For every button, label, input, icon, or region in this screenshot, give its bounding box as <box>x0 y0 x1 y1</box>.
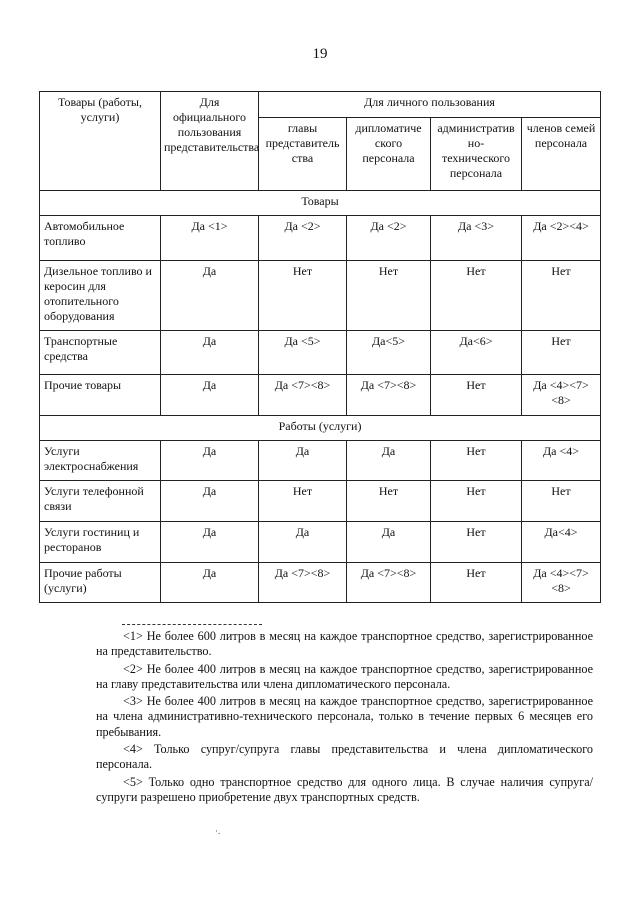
section-title: Товары <box>40 191 601 216</box>
page-number: 19 <box>312 46 328 62</box>
row-label: Дизельное топливо и керосин для отопительного оборудования <box>40 261 161 331</box>
cell: Да <4><7><8> <box>522 563 601 603</box>
cell: Нет <box>431 522 522 563</box>
cell: Нет <box>347 481 431 522</box>
table-row <box>40 522 601 563</box>
cell: Нет <box>259 481 347 522</box>
cell: Да <box>161 563 259 603</box>
cell: Да <7><8> <box>259 375 347 416</box>
table-row <box>40 331 601 375</box>
cell: Нет <box>431 375 522 416</box>
cell: Да <2> <box>347 216 431 261</box>
cell: Да <box>347 522 431 563</box>
cell: Нет <box>431 261 522 331</box>
cell: Да<6> <box>431 331 522 375</box>
cell: Нет <box>522 481 601 522</box>
cell: Да <box>161 522 259 563</box>
cell: Да <2><4> <box>522 216 601 261</box>
footnote-5: <5> Только одно транспортное средство для одного лица. В случае наличия супруга/супруги разрешено приобретение двух транспортных средств. <box>96 774 593 804</box>
row-label: Услуги телефонной связи <box>40 481 161 522</box>
table-row <box>40 441 601 481</box>
row-label: Услуги гостиниц и ресторанов <box>40 522 161 563</box>
privileges-table <box>39 91 601 603</box>
cell: Да <box>259 522 347 563</box>
cell: Нет <box>259 261 347 331</box>
footnote-1: <1> Не более 600 литров в месяц на каждое транспортное средство, зарегистрированное на представительство. <box>96 629 593 659</box>
header-goods: Товары (работы, услуги) <box>40 92 161 191</box>
cell: Нет <box>431 563 522 603</box>
cell: Нет <box>522 331 601 375</box>
header-diplomatic-staff: дипломатиче ского персонала <box>347 117 431 190</box>
cell: Да <4> <box>522 441 601 481</box>
cell: Да <box>161 375 259 416</box>
header-official-use: Для официального пользования представительства <box>161 92 259 191</box>
table-row <box>40 563 601 603</box>
section-title: Работы (услуги) <box>40 416 601 441</box>
table-row <box>40 261 601 331</box>
cell: Да <2> <box>259 216 347 261</box>
cell: Да<5> <box>347 331 431 375</box>
cell: Да <box>161 481 259 522</box>
cell: Да <7><8> <box>347 563 431 603</box>
cell: Да <box>347 441 431 481</box>
scan-specks: ·. <box>215 826 221 836</box>
footnotes <box>96 629 593 807</box>
row-label: Прочие работы (услуги) <box>40 563 161 603</box>
row-label: Транспортные средства <box>40 331 161 375</box>
footnote-separator <box>122 624 262 625</box>
cell: Нет <box>347 261 431 331</box>
section-row-goods <box>40 191 601 216</box>
cell: Да <4><7><8> <box>522 375 601 416</box>
cell: Да<4> <box>522 522 601 563</box>
cell: Нет <box>431 441 522 481</box>
cell: Да <box>259 441 347 481</box>
cell: Да <box>161 441 259 481</box>
header-row <box>40 92 601 118</box>
cell: Да <5> <box>259 331 347 375</box>
cell: Нет <box>431 481 522 522</box>
row-label: Автомобильное топливо <box>40 216 161 261</box>
footnote-4: <4> Только супруг/супруга главы представительства и члена дипломатического персонала. <box>96 742 593 772</box>
row-label: Прочие товары <box>40 375 161 416</box>
footnote-2: <2> Не более 400 литров в месяц на каждое транспортное средство, зарегистрированное на главу представительства или члена дипломатического персонала. <box>96 661 593 691</box>
header-personal-use: Для личного пользования <box>259 92 601 118</box>
cell: Да <7><8> <box>347 375 431 416</box>
table-row <box>40 375 601 416</box>
header-head-of-mission: главы представитель ства <box>259 117 347 190</box>
footnote-3: <3> Не более 400 литров в месяц на каждое транспортное средство, зарегистрированное на члена административно-технического персонала, только в течение первых 6 месяцев его пребывания. <box>96 694 593 739</box>
table-row <box>40 481 601 522</box>
cell: Да <box>161 261 259 331</box>
header-family-members: членов семей персонала <box>522 117 601 190</box>
cell: Да <box>161 331 259 375</box>
cell: Нет <box>522 261 601 331</box>
section-row-services <box>40 416 601 441</box>
row-label: Услуги электроснабжения <box>40 441 161 481</box>
cell: Да <3> <box>431 216 522 261</box>
header-admin-tech-staff: административ но- технического персонала <box>431 117 522 190</box>
table-row <box>40 216 601 261</box>
cell: Да <7><8> <box>259 563 347 603</box>
cell: Да <1> <box>161 216 259 261</box>
